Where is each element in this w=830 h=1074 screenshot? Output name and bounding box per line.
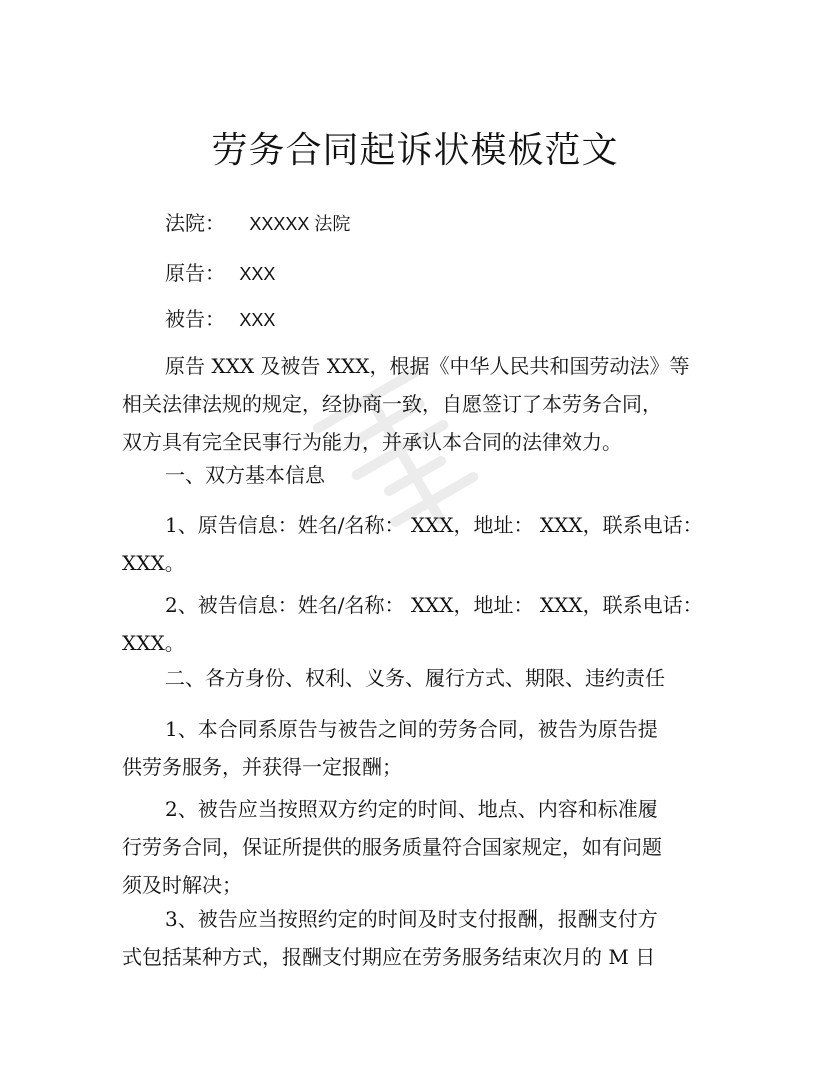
section1-item1-line: XXX。 — [122, 551, 185, 575]
section1-item1-line: 1、原告信息：姓名/名称： XXX，地址： XXX，联系电话： — [165, 513, 703, 537]
section2-item3-line: 式包括某种方式，报酬支付期应在劳务服务结束次月的 M 日 — [122, 945, 656, 969]
section2-item1-line: 供劳务服务，并获得一定报酬； — [122, 755, 402, 779]
section2-item2-line: 2、被告应当按照双方约定的时间、地点、内容和标准履 — [165, 797, 658, 821]
plaintiff-value: XXX — [239, 264, 276, 284]
plaintiff-label: 原告： — [165, 261, 225, 285]
intro-line: 原告 XXX 及被告 XXX，根据《中华人民共和国劳动法》等 — [165, 354, 690, 378]
section2-heading — [122, 659, 712, 697]
section2-item2 — [122, 790, 712, 904]
section1-heading-text: 一、双方基本信息 — [165, 463, 325, 487]
intro-line: 双方具有完全民事行为能力，并承认本合同的法律效力。 — [122, 430, 622, 454]
defendant-label: 被告： — [165, 307, 225, 331]
defendant-line — [165, 306, 275, 333]
section1-item1 — [122, 506, 712, 582]
section1-item2-line: 2、被告信息：姓名/名称： XXX，地址： XXX，联系电话： — [165, 593, 703, 617]
section1-heading — [122, 456, 712, 494]
document-title: 劳务合同起诉状模板范文 — [211, 130, 619, 171]
section1-item2 — [122, 586, 712, 662]
intro-paragraph — [122, 347, 712, 461]
section2-item2-line: 须及时解决； — [122, 873, 242, 897]
court-value: XXXXX 法院 — [249, 214, 351, 234]
intro-line: 相关法律法规的规定，经协商一致，自愿签订了本劳务合同， — [122, 392, 662, 416]
section2-item1-line: 1、本合同系原告与被告之间的劳务合同，被告为原告提 — [165, 717, 658, 741]
court-line — [165, 210, 350, 237]
defendant-value: XXX — [239, 310, 276, 330]
section2-item2-line: 行劳务合同，保证所提供的服务质量符合国家规定，如有问题 — [122, 835, 662, 859]
plaintiff-line — [165, 260, 275, 287]
court-label: 法院： — [165, 211, 225, 235]
section1-item2-line: XXX。 — [122, 631, 185, 655]
section2-item3-line: 3、被告应当按照约定的时间及时支付报酬，报酬支付方 — [165, 907, 658, 931]
section2-item3 — [122, 900, 712, 976]
section2-item1 — [122, 710, 712, 786]
section2-heading-text: 二、各方身份、权利、义务、履行方式、期限、违约责任 — [165, 666, 665, 690]
